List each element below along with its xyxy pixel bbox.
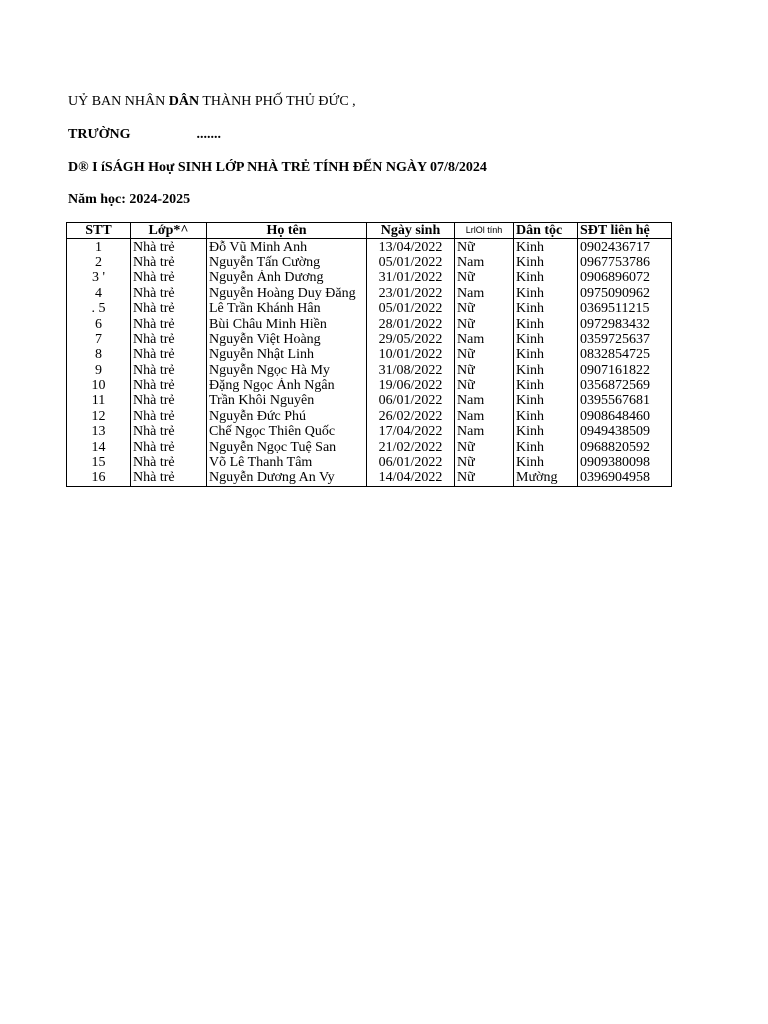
row-class: Nhà trẻ: [131, 363, 207, 378]
col-dob: Ngày sinh: [367, 223, 455, 239]
row-class: Nhà trẻ: [131, 270, 207, 285]
row-stt: 12: [67, 409, 131, 424]
table-row: [67, 378, 672, 393]
col-ethnicity: Dân tộc: [514, 223, 578, 239]
row-name: Nguyễn Ngọc Hà My: [207, 363, 367, 378]
row-ethnicity: Kinh: [514, 439, 578, 454]
row-dob: 10/01/2022: [367, 347, 455, 362]
row-class: Nhà trẻ: [131, 301, 207, 316]
col-name: Họ tên: [207, 223, 367, 239]
row-gender: Nam: [455, 286, 514, 301]
row-name: Chế Ngọc Thiên Quốc: [207, 424, 367, 439]
row-phone: 0395567681: [578, 393, 672, 408]
row-dob: 05/01/2022: [367, 255, 455, 270]
row-gender: Nam: [455, 332, 514, 347]
table-row: [67, 347, 672, 362]
committee-text-b: DÂN: [168, 94, 200, 109]
row-class: Nhà trẻ: [131, 393, 207, 408]
row-ethnicity: Kinh: [514, 270, 578, 285]
row-dob: 21/02/2022: [367, 439, 455, 454]
row-stt: . 5: [67, 301, 131, 316]
row-ethnicity: Kinh: [514, 393, 578, 408]
row-gender: Nữ: [455, 347, 514, 362]
row-dob: 17/04/2022: [367, 424, 455, 439]
row-dob: 06/01/2022: [367, 455, 455, 470]
row-dob: 05/01/2022: [367, 301, 455, 316]
row-name: Võ Lê Thanh Tâm: [207, 455, 367, 470]
row-dob: 19/06/2022: [367, 378, 455, 393]
row-ethnicity: Kinh: [514, 301, 578, 316]
row-class: Nhà trẻ: [131, 439, 207, 454]
row-class: Nhà trẻ: [131, 239, 207, 255]
table-row: [67, 470, 672, 486]
col-gender: LrlOl tính: [455, 223, 514, 239]
row-stt: 13: [67, 424, 131, 439]
row-dob: 29/05/2022: [367, 332, 455, 347]
row-ethnicity: Kinh: [514, 455, 578, 470]
table-row: [67, 424, 672, 439]
row-phone: 0907161822: [578, 363, 672, 378]
committee-text-c: THÀNH PHỐ THỦ ĐỨC ,: [199, 94, 356, 109]
col-phone: SĐT liên hệ: [578, 223, 672, 239]
row-name: Nguyễn Tấn Cường: [207, 255, 367, 270]
row-class: Nhà trẻ: [131, 424, 207, 439]
row-gender: Nữ: [455, 239, 514, 255]
row-ethnicity: Kinh: [514, 239, 578, 255]
row-name: Nguyễn Dương An Vy: [207, 470, 367, 486]
school-year: Năm học: 2024-2025: [68, 192, 191, 207]
school-line: [68, 127, 221, 143]
row-phone: 0975090962: [578, 286, 672, 301]
row-phone: 0359725637: [578, 332, 672, 347]
table-row: [67, 439, 672, 454]
row-name: Trần Khôi Nguyên: [207, 393, 367, 408]
school-dots: .......: [196, 127, 221, 142]
table-row: [67, 270, 672, 285]
row-stt: 3 ': [67, 270, 131, 285]
row-ethnicity: Kinh: [514, 424, 578, 439]
row-gender: Nam: [455, 424, 514, 439]
row-class: Nhà trẻ: [131, 286, 207, 301]
table-row: [67, 255, 672, 270]
row-class: Nhà trẻ: [131, 455, 207, 470]
row-phone: 0967753786: [578, 255, 672, 270]
row-phone: 0396904958: [578, 470, 672, 486]
row-gender: Nữ: [455, 378, 514, 393]
row-name: Nguyễn Ngọc Tuệ San: [207, 439, 367, 454]
row-phone: 0902436717: [578, 239, 672, 255]
row-stt: 15: [67, 455, 131, 470]
row-name: Nguyễn Việt Hoàng: [207, 332, 367, 347]
document-title: D® I íSÁGH Hoự SINH LỚP NHÀ TRẺ TÍNH ĐẾN NGÀY 07/8/2024: [68, 160, 487, 175]
row-gender: Nữ: [455, 455, 514, 470]
table-row: [67, 316, 672, 331]
row-stt: 16: [67, 470, 131, 486]
row-name: Nguyễn Nhật Linh: [207, 347, 367, 362]
committee-text-a: UỶ BAN NHÂN: [68, 94, 169, 109]
row-name: Đặng Ngọc Ánh Ngân: [207, 378, 367, 393]
row-dob: 14/04/2022: [367, 470, 455, 486]
row-ethnicity: Kinh: [514, 363, 578, 378]
row-gender: Nữ: [455, 363, 514, 378]
row-gender: Nữ: [455, 270, 514, 285]
col-class: Lớp*^: [131, 223, 207, 239]
table-header-row: [67, 223, 672, 239]
row-phone: 0909380098: [578, 455, 672, 470]
row-gender: Nữ: [455, 470, 514, 486]
row-ethnicity: Kinh: [514, 255, 578, 270]
row-ethnicity: Kinh: [514, 409, 578, 424]
row-dob: 06/01/2022: [367, 393, 455, 408]
row-gender: Nữ: [455, 439, 514, 454]
table-row: [67, 286, 672, 301]
row-phone: 0356872569: [578, 378, 672, 393]
row-phone: 0832854725: [578, 347, 672, 362]
row-stt: 2: [67, 255, 131, 270]
row-ethnicity: Kinh: [514, 347, 578, 362]
row-ethnicity: Kinh: [514, 316, 578, 331]
row-name: Bùi Châu Minh Hiền: [207, 316, 367, 331]
row-stt: 7: [67, 332, 131, 347]
row-dob: 31/08/2022: [367, 363, 455, 378]
student-table: [66, 222, 672, 487]
row-phone: 0972983432: [578, 316, 672, 331]
row-stt: 9: [67, 363, 131, 378]
row-gender: Nam: [455, 255, 514, 270]
row-class: Nhà trẻ: [131, 378, 207, 393]
row-stt: 11: [67, 393, 131, 408]
row-name: Đỗ Vũ Minh Anh: [207, 239, 367, 255]
row-ethnicity: Kinh: [514, 378, 578, 393]
table-row: [67, 455, 672, 470]
row-stt: 1: [67, 239, 131, 255]
row-gender: Nam: [455, 409, 514, 424]
row-ethnicity: Kinh: [514, 286, 578, 301]
row-dob: 13/04/2022: [367, 239, 455, 255]
row-phone: 0949438509: [578, 424, 672, 439]
row-class: Nhà trẻ: [131, 409, 207, 424]
row-stt: 8: [67, 347, 131, 362]
row-dob: 31/01/2022: [367, 270, 455, 285]
row-class: Nhà trẻ: [131, 255, 207, 270]
row-class: Nhà trẻ: [131, 347, 207, 362]
row-phone: 0968820592: [578, 439, 672, 454]
col-stt: STT: [67, 223, 131, 239]
row-dob: 26/02/2022: [367, 409, 455, 424]
row-class: Nhà trẻ: [131, 470, 207, 486]
row-stt: 4: [67, 286, 131, 301]
table-row: [67, 409, 672, 424]
table-row: [67, 301, 672, 316]
row-dob: 28/01/2022: [367, 316, 455, 331]
row-phone: 0908648460: [578, 409, 672, 424]
table-row: [67, 239, 672, 255]
row-name: Nguyễn Hoàng Duy Đăng: [207, 286, 367, 301]
row-name: Lê Trần Khánh Hân: [207, 301, 367, 316]
row-stt: 6: [67, 316, 131, 331]
school-label: TRƯỜNG: [68, 127, 131, 142]
row-name: Nguyễn Ánh Dương: [207, 270, 367, 285]
row-ethnicity: Kinh: [514, 332, 578, 347]
row-gender: Nữ: [455, 301, 514, 316]
row-phone: 0369511215: [578, 301, 672, 316]
row-stt: 14: [67, 439, 131, 454]
row-class: Nhà trẻ: [131, 332, 207, 347]
row-gender: Nam: [455, 393, 514, 408]
row-name: Nguyễn Đức Phú: [207, 409, 367, 424]
table-row: [67, 393, 672, 408]
row-stt: 10: [67, 378, 131, 393]
row-gender: Nữ: [455, 316, 514, 331]
committee-header: [68, 94, 356, 110]
row-dob: 23/01/2022: [367, 286, 455, 301]
table-row: [67, 363, 672, 378]
row-class: Nhà trẻ: [131, 316, 207, 331]
row-ethnicity: Mường: [514, 470, 578, 486]
table-row: [67, 332, 672, 347]
row-phone: 0906896072: [578, 270, 672, 285]
